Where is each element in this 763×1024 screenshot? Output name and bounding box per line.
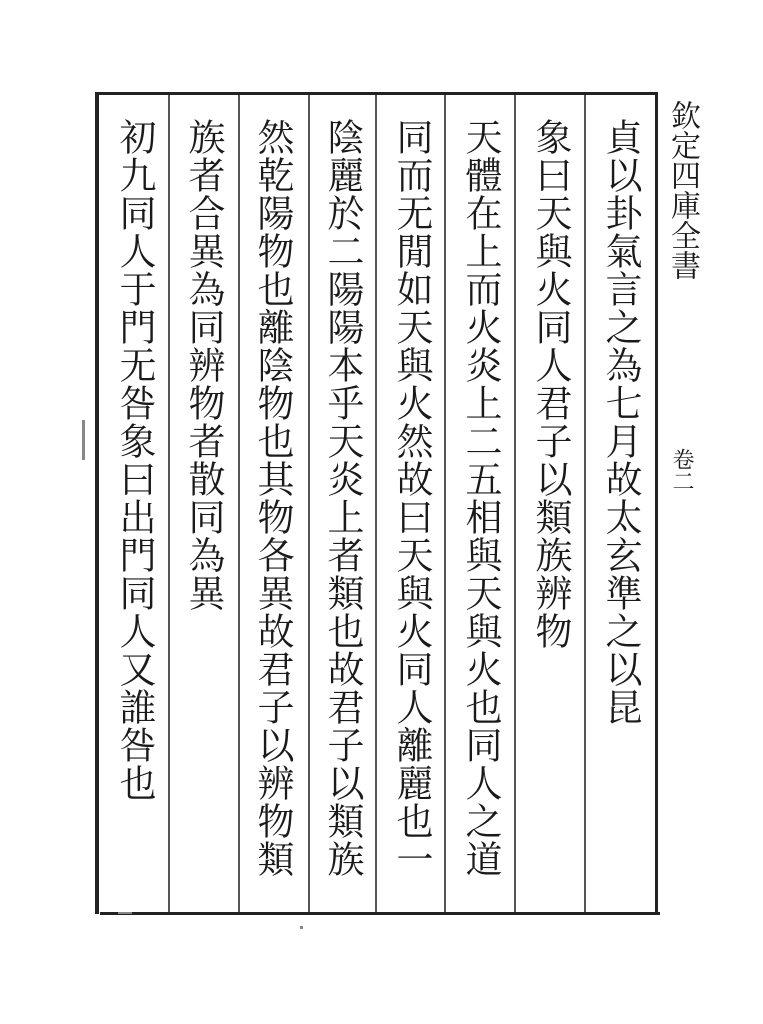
column-rule <box>238 95 240 912</box>
column-rule <box>168 95 170 912</box>
margin-book-title: 欽定四庫全書 <box>665 100 700 280</box>
column-rule <box>375 95 377 912</box>
text-column-1: 貞以卦氣言之為七月故太玄準之以昆 <box>599 118 642 726</box>
text-column-7: 族者合異為同辨物者散同為異 <box>182 118 225 612</box>
margin-volume-label: 卷二 <box>669 448 694 492</box>
ink-speck <box>300 926 303 929</box>
text-column-3: 天體在上而火炎上二五相與天與火也同人之道 <box>459 118 502 878</box>
frame-left-border <box>95 92 99 914</box>
column-rule <box>308 95 310 912</box>
frame-bottom-border <box>100 912 660 915</box>
text-column-4: 同而无閒如天與火然故曰天與火同人離麗也一 <box>390 118 433 878</box>
text-column-5: 陰麗於二陽陽本乎天炎上者類也故君子以類族 <box>321 118 364 878</box>
column-rule <box>514 95 516 912</box>
text-column-8: 初九同人于門无咎象曰出門同人又誰咎也 <box>113 118 156 802</box>
text-column-6: 然乾陽物也離陰物也其物各異故君子以辨物類 <box>251 118 294 878</box>
text-column-2: 象曰天與火同人君子以類族辨物 <box>529 118 572 650</box>
ink-speck <box>118 912 132 914</box>
column-rule <box>444 95 446 912</box>
frame-right-border <box>655 92 658 914</box>
column-rule <box>584 95 586 912</box>
ink-speck <box>82 420 85 460</box>
